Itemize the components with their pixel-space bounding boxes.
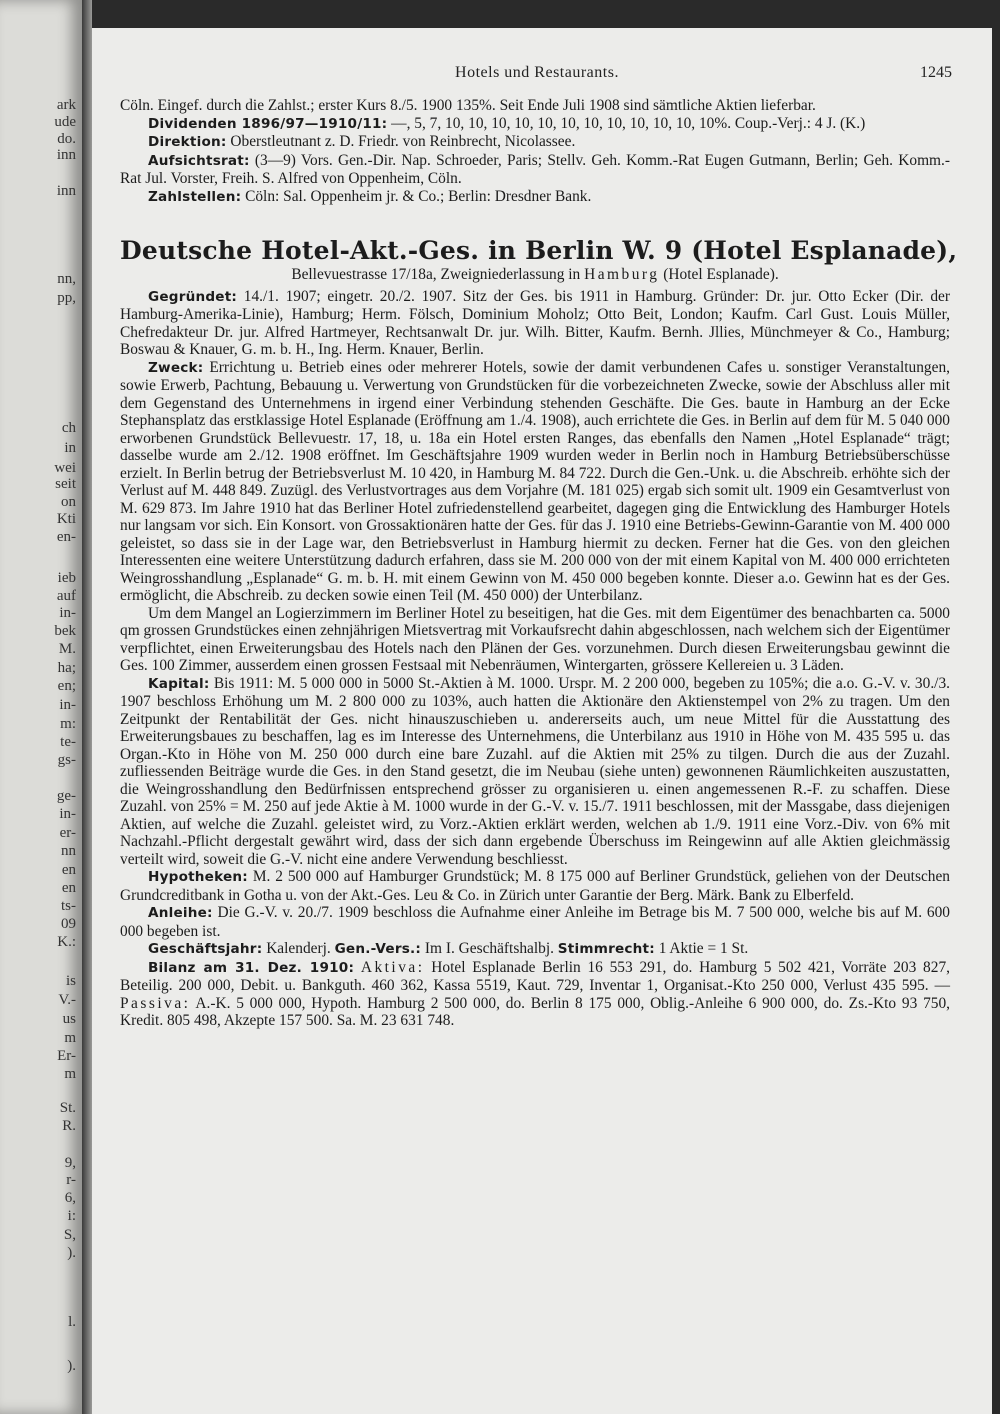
left-page-fragment: ts- (61, 898, 76, 914)
book-gutter (82, 0, 92, 1414)
field-label: Zweck: (148, 359, 204, 376)
field-label: Dividenden 1896/97—1910/11: (148, 115, 388, 132)
left-page-fragment: ge- (56, 788, 76, 804)
left-page-fragment: in- (59, 806, 76, 822)
prev-entry-dividenden: Dividenden 1896/97—1910/11: —, 5, 7, 10, 10, 10, 10, 10, 10, 10, 10, 10, 10, 10, 10%. Coup.-Verj.: 4 J. (K.) (148, 114, 866, 132)
left-page-fragment: en (61, 862, 76, 878)
prev-entry-aufsichtsrat: Aufsichtsrat: (3—9) Vors. Gen.-Dir. Nap. Schroeder, Paris; Stellv. Geh. Komm.-Rat Eugen Gutmann, Berlin; Geh. Komm.-Rat Jul. Vorster, Freih. S. Alfred von Oppenheim, Cöln. (120, 151, 950, 187)
left-page-fragment: St. (59, 1100, 76, 1116)
left-page-fragment: 9, (64, 1155, 76, 1171)
page-body (120, 97, 958, 1030)
left-page-fragment: en; (57, 678, 76, 694)
left-page-fragment: m (64, 1030, 76, 1046)
field-label: Gen.-Vers.: (334, 941, 422, 957)
field-label: Geschäftsjahr: (148, 941, 263, 957)
left-page-fragment: wei (54, 460, 76, 476)
left-page-fragment: inn (56, 183, 76, 199)
running-header (122, 64, 952, 88)
left-page-fragment: ). (67, 1245, 76, 1261)
left-page-fragment: gs- (57, 752, 76, 768)
left-page-fragment: i: (67, 1208, 76, 1224)
left-page-fragment: pp, (57, 290, 76, 306)
left-page-fragment: nn (61, 843, 76, 859)
field-label: Stimmrecht: (557, 941, 655, 957)
page-number: 1245 (920, 64, 952, 81)
left-page-fragment: inn (56, 147, 76, 163)
left-page-fragment: 09 (61, 916, 76, 932)
left-page-fragment: seit (55, 476, 76, 492)
left-page-fragment: on (61, 494, 76, 510)
left-page-fragment: K.: (57, 934, 76, 950)
left-page-fragment: Kti (56, 511, 76, 527)
left-page-fragment: S, (63, 1227, 76, 1243)
left-page-fragment: r- (66, 1172, 76, 1188)
passiva-label: Passiva: (120, 994, 191, 1012)
field-label: Aufsichtsrat: (148, 152, 250, 169)
field-label: Gegründet: (148, 288, 238, 305)
left-page-fragment: in- (59, 697, 76, 713)
left-page-fragment: ark (56, 97, 76, 113)
page (92, 28, 992, 1414)
city-hamburg: Hamburg (584, 266, 660, 283)
company-heading (120, 236, 958, 284)
entry-kapital: Kapital: Bis 1911: M. 5 000 000 in 5000 St.-Aktien à M. 1000. Urspr. M. 2 200 000, begeben zu 105%; die a.o. G.-V. v. 30./3. 1907 beschloss Erhöhung um M. 2 800 000 zu 103%, auch hatten die Aktionäre den Aktienstempel von 2% zu tragen. Um den Zeitpunkt der Rentabilität der Ges. nicht hinauszuschieben u. andererseits auch, um neue Mittel für die Ausstattung des Erweiterungsbaues zu beschaffen, lag es im Interesse des Unternehmens, die Unterbilanz aus 1910 in Höhe von M. 435 595 u. das Organ.-Kto in Höhe von M. 250 000 durch eine bare Zuzahl. auf die Aktien mit 25% zu tilgen. Durch die aus der Zuzahl. zufliessenden Beiträge wurde die Ges. in den Stand gesetzt, die im Neubau (siehe unten) gewonnenen Räumlichkeiten auszustatten, die Weingrosshandlung den Bedürfnissen entsprechend grösser zu organisieren u. einen angemessenen R.-F. zu schaffen. Diese Zuzahl. von 25% = M. 250 auf jede Aktie à M. 1000 wurde in der G.-V. v. 15./7. 1911 beschlossen, mit der Massgabe, dass diejenigen Aktien, auf welche die Zuzahl. geleistet wird, zu Vorz.-Aktien erklärt werden, welchen ab 1./9. 1911 eine Vorz.-Div. von 6% mit Nachzahl.-Pflicht dergestalt gewährt wird, dass der sich dann ergebende Überschuss im Reingewinn auf alle Aktien gleichmässig verteilt wird, soweit die G.-V. nicht eine andere Verwendung beschliesst. (120, 674, 950, 868)
prev-entry-listing: Cöln. Eingef. durch die Zahlst.; erster Kurs 8./5. 1900 135%. Seit Ende Juli 1908 sind sämtliche Aktien lieferbar. (120, 97, 816, 114)
field-label: Kapital: (148, 675, 210, 692)
left-page-fragment: en- (56, 529, 76, 545)
field-label: Direktion: (148, 134, 227, 150)
entry-gegruendet: Gegründet: 14./1. 1907; eingetr. 20./2. 1907. Sitz der Ges. bis 1911 in Hamburg. Gründer: Dr. jur. Otto Ecker (Dir. der Hamburg-Amerika-Linie), Hamburg; Herm. Fölsch, Dominium Moholz; Otto Beit, London; Kaufm. Carl Gust. Louis Müller, Chefredakteur Dr. jur. Alfred Hartmeyer, Rechtsanwalt Dr. jur. Wilh. Bitter, Kaufm. Bernh. Jllies, Münchmeyer & Co., Hamburg; Boswau & Knauer, G. m. b. H., Ing. Herm. Knauer, Berlin. (120, 287, 950, 358)
field-label: Zahlstellen: (148, 188, 242, 205)
left-page-fragment: in (64, 440, 76, 456)
field-label: Anleihe: (148, 905, 213, 921)
left-page-fragment: auf (56, 588, 76, 604)
left-page-fragment: ch (61, 420, 76, 436)
company-address: Bellevuestrasse 17/18a, Zweigniederlassung in Hamburg (Hotel Esplanade). (291, 266, 779, 283)
section-title: Hotels und Restaurants. (455, 64, 619, 81)
left-page-fragment: nn, (57, 271, 76, 287)
entry-anleihe: Anleihe: Die G.-V. v. 20./7. 1909 beschloss die Aufnahme einer Anleihe im Betrage bis M. 7 500 000, welche bis auf M. 600 000 begeben ist. (120, 904, 950, 940)
left-page-fragment: do. (57, 131, 76, 147)
left-page-fragment: in- (59, 605, 76, 621)
left-page-fragment: V.- (58, 992, 76, 1008)
left-page-fragment: us (62, 1011, 76, 1027)
left-page-fragment: 6, (64, 1190, 76, 1206)
left-page-fragment: m (64, 1066, 76, 1082)
left-page-fragment: M. (58, 641, 76, 657)
left-page-fragment: er- (59, 825, 76, 841)
entry-hypotheken: Hypotheken: M. 2 500 000 auf Hamburger Grundstück; M. 8 175 000 auf Berliner Grundstück, geliehen von der Deutschen Grundcreditbank in Gotha u. von der Akt.-Ges. Leu & Co. in Zürich unter Garantie der Berg. Märk. Bank zu Elberfeld. (120, 868, 950, 904)
company-name: Deutsche Hotel-Akt.-Ges. in Berlin W. 9 (Hotel Esplanade), (120, 236, 958, 265)
left-page-fragment: bek (54, 623, 76, 639)
field-label: Hypotheken: (148, 869, 248, 885)
left-page-fragment: ude (54, 114, 76, 130)
entry-zweck: Zweck: Errichtung u. Betrieb eines oder mehrerer Hotels, sowie der damit verbundenen Cafes u. sonstiger Veranstaltungen, sowie Erwerb, Pachtung, Bebauung u. Verwertung von Grundstücken für die vorbezeichneten Zwecke, sowie der Abschluss aller mit dem Gegenstand des Unternehmens in irgend einer Verbindung stehenden Geschäfte. Die Ges. baute in Hamburg an der Ecke Stephansplatz das erstklassige Hotel Esplanade (Eröffnung am 1./4. 1908), auch errichtete die Ges. in Berlin auf dem für M. 5 040 000 erworbenen Grundstück Bellevuestr. 17, 18, u. 18a ein Hotel ersten Ranges, das ebenfalls den Namen „Hotel Esplanade“ trägt; dasselbe wurde am 2./12. 1908 eröffnet. Im Geschäftsjahre 1909 wurden weder in Berlin noch in Hamburg Betriebsüberschüsse erzielt. In Berlin betrug der Betriebsverlust M. 10 420, in Hamburg M. 84 722. Durch die Gen.-Unk. u. die Abschreib. erhöhte sich der Verlust auf M. 448 849. Zuzügl. des Verlustvortrages aus dem Vorjahre (M. 181 025) ergab sich somit ult. 1909 ein Gesamtverlust von M. 629 873. Im Jahre 1910 hat das Berliner Hotel zufriedenstellend gearbeitet, dagegen ging die Entwicklung des Hamburger Hotels nur langsam vor sich. Ein Konsort. von Grossaktionären hatte der Ges. für das J. 1910 eine Betriebs-Gewinn-Garantie von M. 400 000 geleistet, so dass sie in der Lage war, den Betriebsverlust in Hamburg hiermit zu decken. Ferner hat die Ges. von den gleichen Interessenten eine weitere Unterstützung dadurch erfahren, dass sie M. 200 000 von der mit einem Kapital von M. 400 000 errichteten Weingrosshandlung „Esplanade“ G. m. b. H. mit einem Gewinn von M. 450 000 begeben konnte. Dieser a.o. Gewinn hat es der Ges. ermöglicht, die Abschreib. zu decken sowie einen Teil (M. 450 000) der Unterbilanz. (120, 358, 950, 604)
aktiva-label: Aktiva: (360, 958, 425, 976)
entry-bilanz: Bilanz am 31. Dez. 1910: Aktiva: Hotel Esplanade Berlin 16 553 291, do. Hamburg 5 502 421, Vorräte 203 827, Beteilig. 200 000, Debit. u. Bankguth. 460 362, Kassa 5519, Kaut. 729, Inventar 1, Organisat.-Kto 250 000, Verlust 435 595. — Passiva: A.-K. 5 000 000, Hypoth. Hamburg 2 500 000, do. Berlin 8 175 000, Oblig.-Anleihe 6 900 000, do. Zs.-Kto 93 750, Kredit. 805 498, Akzepte 157 500. Sa. M. 23 631 748. (120, 958, 950, 1029)
left-page-fragment: l. (68, 1314, 76, 1330)
entry-geschaeftsjahr: Geschäftsjahr: Kalenderj. Gen.-Vers.: Im I. Geschäftshalbj. Stimmrecht: 1 Aktie = 1 St. (148, 940, 749, 957)
left-page-fragment: ). (67, 1358, 76, 1374)
left-page-fragment: ha; (57, 660, 76, 676)
left-page-fragment: m: (60, 716, 76, 732)
prev-entry-direktion: Direktion: Oberstleutnant z. D. Friedr. von Reinbrecht, Nicolassee. (148, 133, 576, 150)
left-page-fragment: te- (60, 734, 76, 750)
left-page-edge (0, 0, 82, 1414)
entry-erweiterungsbau: Um dem Mangel an Logierzimmern im Berliner Hotel zu beseitigen, hat die Ges. mit dem Eigentümer des benachbarten ca. 5000 qm grossen Grundstückes einen zehnjährigen Mietsvertrag mit Vorkaufsrecht dahin abgeschlossen, nach welchem sich der Eigentümer verpflichtet, einen Erweiterungsbau des Hotels nach den Plänen der Ges. vorzunehmen. Durch diesen Erweiterungsbau gewinnt die Ges. 100 Zimmer, ausserdem einen grossen Festsaal mit Nebenräumen, Wintergarten, grössere Kellereien u. 3 Läden. (120, 604, 950, 674)
left-page-fragment: Er- (57, 1048, 76, 1064)
left-page-fragment: is (65, 973, 76, 989)
field-label: Bilanz am 31. Dez. 1910: (148, 959, 355, 976)
left-page-fragment: R. (62, 1118, 76, 1134)
left-page-fragment: en (61, 880, 76, 896)
prev-entry-zahlstellen: Zahlstellen: Cöln: Sal. Oppenheim jr. & Co.; Berlin: Dresdner Bank. (148, 187, 592, 205)
left-page-fragment: ieb (57, 570, 76, 586)
